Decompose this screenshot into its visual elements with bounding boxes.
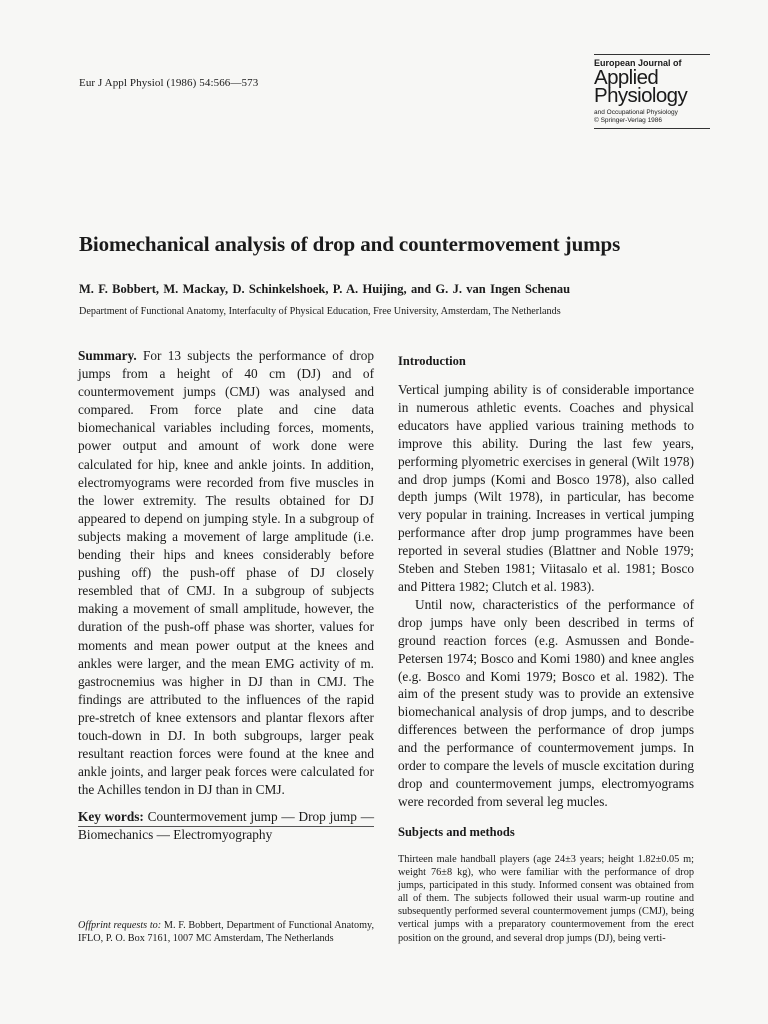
- introduction-heading: Introduction: [398, 354, 466, 368]
- introduction-paragraph-1: Vertical jumping ability is of considerable importance in numerous athletic events. Coaches and physical educators have applied various training methods to improve this ability. During the last few years, performing plyometric exercises in general (Wilt 1978) and drop jumps (Komi and Bosco 1978), also called depth jumps (Wilt 1978), in particular, has become very popular in training. Increases in vertical jumping performance after drop jump programmes have been reported in several studies (Blattner and Noble 1979; Steben and Steben 1981; Viitasalo et al. 1981; Bosco and Pittera 1982; Clutch et al. 1983).: [398, 382, 694, 594]
- journal-prefix: European Journal of: [594, 58, 682, 68]
- methods-paragraph: Thirteen male handball players (age 24±3 years; height 1.82±0.05 m; weight 76±8 kg), who were familiar with the performance of drop jumps, participated in this study. Informed consent was obtained from all of them. The subjects followed their usual warm-up routine and subsequently performed several countermovement jumps (CMJ), being vertical jumps with a preparatory countermovement from the erect position on the ground, and several drop jumps (DJ), being verti-: [398, 854, 694, 944]
- introduction-body: [398, 381, 694, 811]
- article-affiliation: Department of Functional Anatomy, Interfaculty of Physical Education, Free University, Amsterdam, The Netherlands: [79, 306, 561, 317]
- summary-label: Summary.: [78, 348, 137, 363]
- journal-bottom-rule: [594, 128, 710, 129]
- keywords-label: Key words:: [78, 809, 144, 825]
- journal-subtitle: and Occupational Physiology: [594, 109, 678, 116]
- introduction-paragraph-2: Until now, characteristics of the performance of drop jumps have only been described in terms of ground reaction forces (e.g. Asmussen and Bonde-Petersen 1974; Bosco and Komi 1980) and knee angles (e.g. Bosco and Komi 1979; Bosco et al. 1982). The aim of the present study was to provide an extensive biomechanical analysis of drop jumps, and to describe differences between the performance of drop jumps and the performance of countermovement jumps. In order to compare the levels of muscle excitation during drop and countermovement jumps, electromyograms were recorded from several leg mucles.: [398, 596, 694, 809]
- article-authors: M. F. Bobbert, M. Mackay, D. Schinkelshoek, P. A. Huijing, and G. J. van Ingen Schenau: [79, 282, 571, 296]
- summary-text: For 13 subjects the performance of drop jumps from a height of 40 cm (DJ) and of countermovement jumps (CMJ) was analysed and compared. From force plate and cine data biomechanical variables including forces, moments, power output and amount of work done were calculated for hip, knee and ankle joints. In addition, electromyograms were recorded from five muscles in the lower extremity. The results obtained for DJ appeared to depend on jumping style. In a subgroup of subjects making a movement of large amplitude (i.e. bending their hips and knees considerably before pushing off) the push-off phase of DJ closely resembled that of CMJ. In a subgroup of subjects making a movement of small amplitude, however, the duration of the push-off phase was shorter, values for moments and mean power output at the knees and ankles were larger, and the mean EMG activity of m. gastrocnemius was higher in DJ than in CMJ. The findings are attributed to the influences of the rapid pre-stretch of knee extensors and plantar flexors after touch-down in DJ. In both subgroups, larger peak resultant reaction forces were found at the knee and ankle joints, and larger peak forces were calculated for the Achilles tendon in DJ than in CMJ.: [78, 348, 374, 798]
- summary-paragraph: [78, 347, 374, 799]
- offprint-text: M. F. Bobbert, Department of Functional Anatomy, IFLO, P. O. Box 7161, 1007 MC Amsterdam, The Netherlands: [78, 920, 374, 945]
- offprint-label: Offprint requests to:: [78, 920, 162, 931]
- footnote-divider: [78, 826, 374, 827]
- journal-citation: Eur J Appl Physiol (1986) 54:566—573: [79, 77, 259, 89]
- journal-logo-block: [594, 54, 710, 129]
- methods-heading: Subjects and methods: [398, 825, 515, 839]
- journal-name-line1: Applied: [594, 66, 659, 89]
- journal-top-rule: [594, 54, 710, 55]
- article-title: Biomechanical analysis of drop and countermovement jumps: [79, 232, 621, 256]
- offprint-note: [78, 919, 374, 946]
- journal-name-line2: Physiology: [594, 84, 688, 107]
- left-column: [78, 347, 374, 845]
- keywords-text: Countermovement jump — Drop jump — Biomechanics — Electromyography: [78, 809, 374, 843]
- journal-copyright: © Springer-Verlag 1986: [594, 117, 663, 124]
